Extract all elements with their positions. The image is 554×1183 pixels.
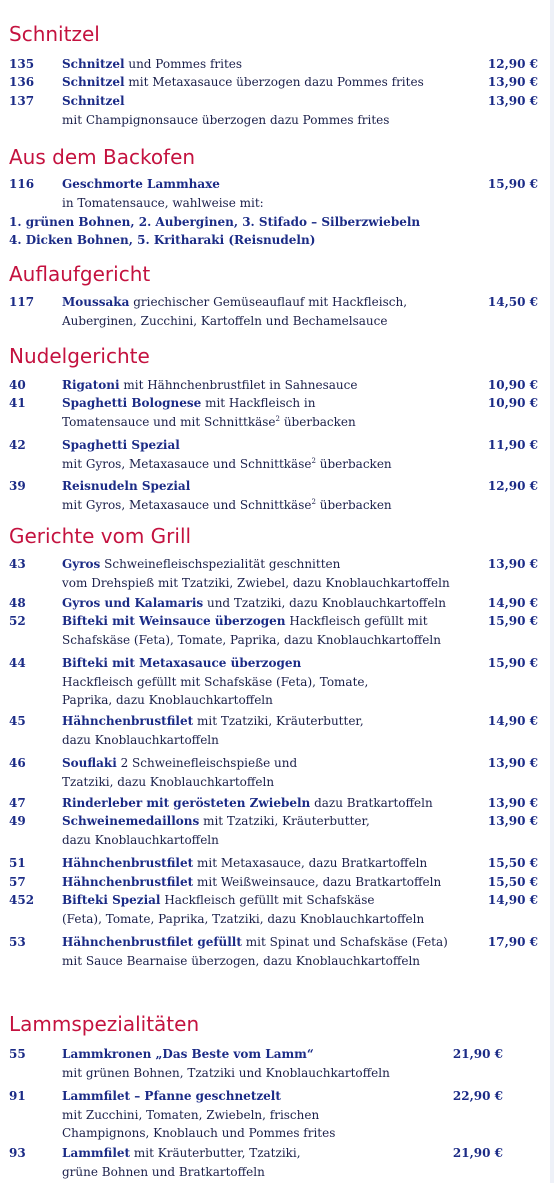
item-text: mit Kräuterbutter, Tzatziki, — [130, 1146, 301, 1160]
item-number: 43 — [9, 557, 26, 571]
item-number: 44 — [9, 656, 26, 670]
choice-option: 1. grünen Bohnen, 2. Auberginen, 3. Stifado – Silberzwiebeln — [9, 215, 421, 229]
item-description — [62, 755, 297, 771]
item-description — [62, 478, 190, 494]
item-name: Schnitzel — [62, 94, 125, 108]
item-description — [62, 655, 301, 671]
item-text: mit Hackfleisch in — [201, 396, 316, 410]
item-text: dazu Bratkartoffeln — [310, 796, 433, 810]
item-text: griechischer Gemüseauflauf mit Hackfleisch, — [129, 295, 408, 309]
item-name: Schweinemedaillons — [62, 814, 200, 828]
item-description — [62, 692, 273, 708]
item-price: 14,50 € — [487, 295, 538, 309]
item-text: und Tzatziki, dazu Knoblauchkartoffeln — [203, 596, 446, 610]
item-price: 13,90 € — [487, 814, 538, 828]
item-description — [62, 1164, 265, 1180]
item-price: 14,90 € — [487, 596, 538, 610]
item-name: Souflaki — [62, 756, 117, 770]
item-price: 10,90 € — [487, 396, 538, 410]
item-number: 47 — [9, 796, 26, 810]
item-name: Bifteki mit Metaxasauce überzogen — [62, 656, 302, 670]
item-text: Paprika, dazu Knoblauchkartoffeln — [62, 693, 273, 707]
item-text: Hackfleisch gefüllt mit — [285, 614, 428, 628]
footnote-marker: 2 — [311, 456, 316, 465]
choice-option: 4. Dicken Bohnen, 5. Kritharaki (Reisnudeln) — [9, 233, 316, 247]
item-name: Bifteki Spezial — [62, 893, 161, 907]
item-price: 13,90 € — [487, 557, 538, 571]
item-name: Spaghetti Bolognese — [62, 396, 202, 410]
item-price: 15,50 € — [487, 875, 538, 889]
section-title: Schnitzel — [9, 22, 100, 46]
item-description — [62, 732, 219, 748]
item-name: Hähnchenbrustfilet — [62, 714, 194, 728]
item-number: 57 — [9, 875, 26, 889]
item-description — [62, 813, 370, 829]
item-price: 21,90 € — [452, 1146, 503, 1160]
item-number: 40 — [9, 378, 26, 392]
item-description — [62, 1088, 281, 1104]
item-description — [62, 1107, 319, 1123]
item-description — [62, 556, 340, 572]
item-description — [62, 56, 242, 72]
item-price: 22,90 € — [452, 1089, 503, 1103]
item-number: 55 — [9, 1047, 26, 1061]
item-name: Schnitzel — [62, 57, 125, 71]
item-price: 14,90 € — [487, 714, 538, 728]
item-text: grüne Bohnen und Bratkartoffeln — [62, 1164, 265, 1179]
page-edge — [550, 0, 554, 1183]
item-number: 49 — [9, 814, 26, 828]
item-name: Reisnudeln Spezial — [62, 479, 191, 493]
item-text: überbacken — [315, 456, 392, 471]
item-price: 15,90 € — [487, 177, 538, 191]
item-text: (Feta), Tomate, Paprika, Tzatziki, dazu Knoblauchkartoffeln — [62, 911, 425, 926]
item-description — [62, 497, 392, 513]
item-number: 46 — [9, 756, 26, 770]
item-description — [62, 437, 180, 453]
item-price: 13,90 € — [487, 94, 538, 108]
item-description — [62, 195, 264, 211]
footnote-marker: 2 — [275, 414, 281, 423]
item-text: Tomatensauce und mit Schnittkäse — [62, 414, 276, 429]
item-text: mit Weißweinsauce, dazu Bratkartoffeln — [193, 875, 442, 889]
item-description — [62, 313, 387, 329]
item-price: 12,90 € — [487, 57, 538, 71]
item-description — [62, 892, 375, 908]
item-name: Spaghetti Spezial — [62, 438, 180, 452]
footnote-marker: 2 — [311, 497, 316, 506]
item-number: 41 — [9, 396, 26, 410]
item-text: 2 Schweinefleischspieße und — [116, 756, 298, 770]
item-text: und Pommes frites — [124, 57, 243, 71]
item-description — [62, 911, 424, 927]
item-text: mit Sauce Bearnaise überzogen, dazu Knoblauchkartoffeln — [62, 953, 421, 968]
item-number: 91 — [9, 1089, 26, 1103]
item-text: dazu Knoblauchkartoffeln — [62, 832, 219, 847]
item-text: überbacken — [315, 497, 392, 512]
item-price: 15,90 € — [487, 614, 538, 628]
item-number: 135 — [9, 57, 35, 71]
item-text: Hackfleisch gefüllt mit Schafskäse — [160, 893, 375, 907]
item-price: 13,90 € — [487, 756, 538, 770]
item-text: Schweinefleischspezialität geschnitten — [100, 557, 341, 571]
item-number: 93 — [9, 1146, 26, 1160]
item-name: Hähnchenbrustfilet gefüllt — [62, 935, 242, 949]
item-text: überbacken — [280, 414, 356, 429]
item-description — [62, 1125, 335, 1141]
item-price: 12,90 € — [487, 479, 538, 493]
item-price: 17,90 € — [487, 935, 538, 949]
item-number: 51 — [9, 856, 26, 870]
item-price: 15,90 € — [487, 656, 538, 670]
item-text: Tzatziki, dazu Knoblauchkartoffeln — [62, 774, 275, 789]
item-description — [62, 1145, 301, 1161]
item-description — [62, 774, 274, 790]
item-name: Bifteki mit Weinsauce überzogen — [62, 614, 286, 628]
item-text: mit Champignonsauce überzogen dazu Pommes frites — [62, 112, 390, 127]
item-text: in Tomatensauce, wahlweise mit: — [62, 195, 264, 210]
item-price: 14,90 € — [487, 893, 538, 907]
item-text: mit Spinat und Schafskäse (Feta) — [241, 935, 448, 949]
item-text: dazu Knoblauchkartoffeln — [62, 732, 219, 747]
item-name: Lammkronen „Das Beste vom Lamm“ — [62, 1047, 314, 1061]
section-title: Lammspezialitäten — [9, 1012, 200, 1036]
item-price: 15,50 € — [487, 856, 538, 870]
item-number: 452 — [9, 893, 35, 907]
item-description — [62, 414, 356, 430]
item-price: 13,90 € — [487, 796, 538, 810]
item-description — [62, 395, 315, 411]
item-name: Gyros und Kalamaris — [62, 596, 204, 610]
item-text: vom Drehspieß mit Tzatziki, Zwiebel, dazu Knoblauchkartoffeln — [62, 575, 450, 590]
item-price: 10,90 € — [487, 378, 538, 392]
item-description — [62, 832, 219, 848]
item-price: 11,90 € — [487, 438, 538, 452]
item-number: 117 — [9, 295, 35, 309]
item-description — [62, 74, 424, 90]
item-description — [62, 456, 392, 472]
item-text: mit Tzatziki, Kräuterbutter, — [199, 814, 370, 828]
item-name: Lammfilet – Pfanne geschnetzelt — [62, 1089, 281, 1103]
item-description — [62, 713, 364, 729]
item-number: 45 — [9, 714, 26, 728]
section-title: Auflaufgericht — [9, 262, 151, 286]
item-number: 48 — [9, 596, 26, 610]
item-description — [62, 795, 433, 811]
item-description — [62, 1065, 390, 1081]
item-description — [62, 674, 368, 690]
item-description — [62, 874, 441, 890]
item-number: 136 — [9, 75, 35, 89]
item-description — [62, 953, 420, 969]
item-description — [62, 855, 427, 871]
item-text: Schafskäse (Feta), Tomate, Paprika, dazu Knoblauchkartoffeln — [62, 632, 441, 647]
item-text: mit Zucchini, Tomaten, Zwiebeln, frischen — [62, 1107, 320, 1122]
item-description — [62, 176, 220, 192]
item-number: 52 — [9, 614, 26, 628]
item-number: 53 — [9, 935, 26, 949]
item-description — [62, 112, 389, 128]
section-title: Gerichte vom Grill — [9, 524, 192, 548]
item-description — [62, 377, 357, 393]
item-name: Lammfilet — [62, 1146, 131, 1160]
item-price: 13,90 € — [487, 75, 538, 89]
item-price: 21,90 € — [452, 1047, 503, 1061]
item-description — [62, 93, 125, 109]
item-text: mit grünen Bohnen, Tzatziki und Knoblauchkartoffeln — [62, 1065, 390, 1080]
item-number: 39 — [9, 479, 26, 493]
item-text: Champignons, Knoblauch und Pommes frites — [62, 1126, 336, 1140]
item-description — [62, 1046, 314, 1062]
item-name: Rinderleber mit gerösteten Zwiebeln — [62, 796, 311, 810]
item-description — [62, 595, 446, 611]
item-name: Hähnchenbrustfilet — [62, 856, 194, 870]
item-description — [62, 632, 441, 648]
item-number: 42 — [9, 438, 26, 452]
item-description — [62, 294, 407, 310]
item-text: mit Metaxasauce überzogen dazu Pommes frites — [124, 75, 424, 89]
item-description — [62, 613, 428, 629]
item-text: mit Metaxasauce, dazu Bratkartoffeln — [193, 856, 428, 870]
item-description — [62, 575, 450, 591]
item-name: Schnitzel — [62, 75, 125, 89]
item-text: mit Gyros, Metaxasauce und Schnittkäse — [62, 456, 312, 471]
item-text: mit Gyros, Metaxasauce und Schnittkäse — [62, 497, 312, 512]
item-name: Rigatoni — [62, 378, 120, 392]
item-text: mit Hähnchenbrustfilet in Sahnesauce — [119, 378, 358, 392]
item-name: Gyros — [62, 557, 101, 571]
item-name: Geschmorte Lammhaxe — [62, 177, 220, 191]
section-title: Aus dem Backofen — [9, 145, 196, 169]
item-text: mit Tzatziki, Kräuterbutter, — [193, 714, 364, 728]
item-number: 137 — [9, 94, 35, 108]
section-title: Nudelgerichte — [9, 344, 150, 368]
item-text: Auberginen, Zucchini, Kartoffeln und Bechamelsauce — [62, 313, 388, 328]
item-name: Moussaka — [62, 295, 130, 309]
item-text: Hackfleisch gefüllt mit Schafskäse (Feta), Tomate, — [62, 674, 369, 689]
item-name: Hähnchenbrustfilet — [62, 875, 194, 889]
item-description — [62, 934, 448, 950]
item-number: 116 — [9, 177, 35, 191]
